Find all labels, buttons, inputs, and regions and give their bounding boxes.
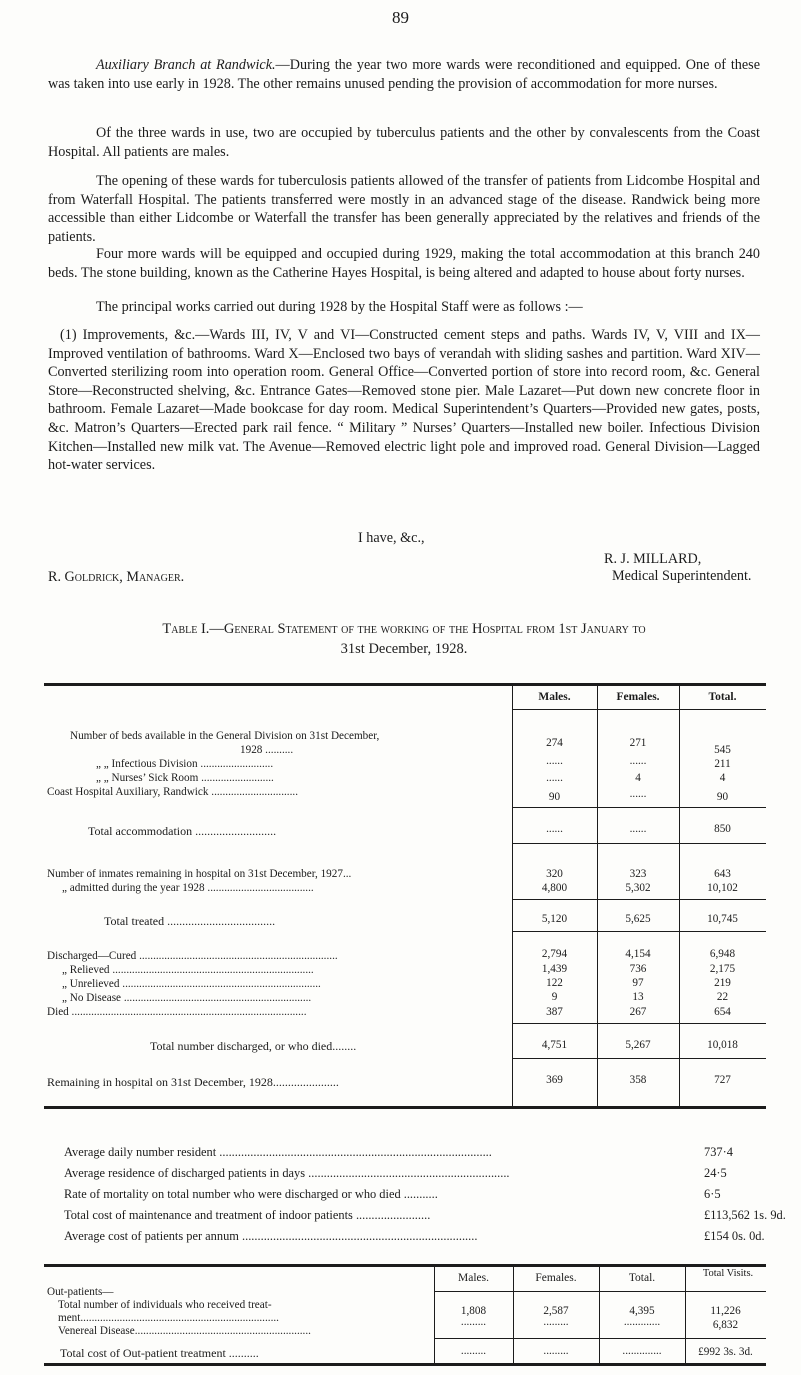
cell-cured-males: 2,794 bbox=[541, 948, 568, 960]
cell-no-disease-total: 22 bbox=[716, 991, 729, 1003]
cell-cured-females: 4,154 bbox=[625, 948, 651, 960]
op-cell-females: 2,587 bbox=[543, 1305, 569, 1317]
op-cost-label: Total cost of Out-patient treatment .......... bbox=[60, 1346, 259, 1360]
cell-beds-general-females: 271 bbox=[629, 737, 647, 749]
averages-list bbox=[64, 1142, 786, 1247]
item-text: —Wards III, IV, V and VI—Constructed cement steps and paths. Wards IV, V, VIII and IX—Improved ventilation of bathrooms. Ward X—Enclosed two bays of verandah with sliding sashes and partition. Ward XIV—Converted sterilizing room into operation room. General Office—Converted portion of store into record room, &c. General Store—Reconstructed shelving, &c. Entrance Gates—Removed stone pier. Male Lazaret—Put down new concrete floor in bathroom. Female Lazaret—Made bookcase for day room. Medical Superintendent’s Quarters—Provided new gates, posts, &c. Matron’s Quarters—Erected park rail fence. “ Military ” Nurses’ Quarters—Installed new boiler. Infectious Division Kitchen—Installed new milk vat. The Avenue—Removed electric light pole and improved road. General Division—Lagged hot-water services. bbox=[48, 327, 760, 474]
cell-died-males: 387 bbox=[546, 1006, 563, 1018]
works-item-1 bbox=[48, 326, 760, 475]
average-residence-days: Average residence of discharged patients in days ................................................................. 24·5 bbox=[64, 1166, 727, 1180]
row-label-cured: Discharged—Cured ....................................................................... bbox=[47, 950, 338, 962]
cell-no-disease-males: 9 bbox=[551, 991, 558, 1003]
cell-remaining-1928-total: 727 bbox=[714, 1074, 731, 1086]
row-label-total-discharged: Total number discharged, or who died........ bbox=[150, 1039, 357, 1053]
rule-after-treated bbox=[512, 931, 766, 932]
average-cost-per-annum: Average cost of patients per annum ............................................................................ £154 0s. 0d. bbox=[64, 1229, 765, 1243]
cell-total-accommodation-females: ...... bbox=[629, 823, 647, 835]
header-total: Total. bbox=[708, 691, 737, 703]
op-header-total: Total. bbox=[628, 1272, 656, 1284]
row-label-beds-coast: Coast Hospital Auxiliary, Randwick ............................... bbox=[47, 786, 298, 798]
cell-cured-total: 6,948 bbox=[709, 948, 736, 960]
cell-died-females: 267 bbox=[629, 1006, 647, 1018]
row-label-remaining-1927: Number of inmates remaining in hospital on 31st December, 1927... bbox=[47, 868, 352, 880]
cell-beds-general-total: 545 bbox=[714, 744, 731, 756]
cell-unrelieved-males: 122 bbox=[546, 977, 563, 989]
cell-beds-coast-males: 90 bbox=[548, 791, 561, 803]
cell-beds-nurses-total: 4 bbox=[719, 772, 726, 784]
manager-signature: R. Goldrick, Manager. bbox=[48, 569, 185, 585]
cell-died-total: 654 bbox=[714, 1006, 731, 1018]
op-row1-label-b: ment....................................................................... bbox=[58, 1312, 279, 1324]
cell-total-accommodation-males: ...... bbox=[546, 823, 563, 835]
row-label-no-disease: „ No Disease ................................................................... bbox=[62, 992, 312, 1004]
page-number: 89 bbox=[392, 8, 409, 27]
paragraph-auxiliary-branch bbox=[48, 56, 760, 93]
cell-remaining-1928-males: 369 bbox=[546, 1074, 563, 1086]
rule-treated bbox=[512, 899, 766, 900]
op-header-males: Males. bbox=[458, 1272, 489, 1284]
row-label-beds-infectious: „ „ Infectious Division .......................... bbox=[96, 758, 274, 770]
cell-total-accommodation-total: 850 bbox=[714, 823, 731, 835]
cell-unrelieved-females: 97 bbox=[632, 977, 644, 989]
cell-relieved-males: 1,439 bbox=[541, 963, 568, 975]
cell-remaining-1927-males: 320 bbox=[546, 868, 563, 880]
cell-beds-coast-total: 90 bbox=[716, 791, 729, 803]
row-label-total-accommodation: Total accommodation ........................... bbox=[88, 824, 277, 838]
cell-total-treated-males: 5,120 bbox=[541, 913, 568, 925]
cell-relieved-total: 2,175 bbox=[709, 963, 736, 975]
average-daily-resident: Average daily number resident ........................................................................................ 737·4 bbox=[64, 1145, 733, 1159]
paragraph-transfer: The opening of these wards for tuberculosis patients allowed of the transfer of patients from Lidcombe Hospital and from Waterfall Hospital. The patients transferred were mostly in an advanced stage of the disease. Randwick being more accessible than either Lidcombe or Waterfall the transfer has been generally appreciated by the relatives and friends of the patients. bbox=[48, 173, 760, 245]
row-label-admitted: „ admitted during the year 1928 ...................................... bbox=[62, 882, 314, 894]
outpatient-table-top-rule bbox=[44, 1264, 766, 1267]
cell-total-discharged-total: 10,018 bbox=[707, 1039, 738, 1051]
row-label-beds-general: Number of beds available in the General Division on 31st December, bbox=[70, 730, 380, 742]
rule-accommodation bbox=[512, 807, 766, 808]
cell-beds-infectious-total: 211 bbox=[714, 758, 731, 770]
item-heading: Improvements, &c. bbox=[82, 327, 196, 343]
cell-unrelieved-total: 219 bbox=[714, 977, 731, 989]
cell-no-disease-females: 13 bbox=[632, 991, 644, 1003]
outpatient-table-bottom-rule bbox=[44, 1363, 766, 1366]
cell-beds-coast-females: ...... bbox=[629, 788, 647, 800]
total-cost-maintenance: Total cost of maintenance and treatment of indoor patients ........................ £113,562 1s. 9d. bbox=[64, 1208, 786, 1222]
signature-closing: I have, &c., bbox=[358, 530, 425, 546]
row-label-unrelieved: „ Unrelieved ....................................................................... bbox=[62, 978, 321, 990]
cell-beds-infectious-females: ...... bbox=[629, 755, 647, 767]
cell-total-treated-total: 10,745 bbox=[707, 913, 738, 925]
cell-total-discharged-females: 5,267 bbox=[625, 1039, 651, 1051]
table-title-line-1: Table I.—General Statement of the working of the Hospital from 1st January to bbox=[162, 621, 646, 637]
cell-admitted-males: 4,800 bbox=[541, 882, 568, 894]
cell-total-treated-females: 5,625 bbox=[625, 913, 651, 925]
op-cost-dots-males: ......... bbox=[460, 1345, 487, 1357]
cell-admitted-females: 5,302 bbox=[625, 882, 651, 894]
table-top-rule bbox=[44, 683, 766, 686]
auxiliary-branch-heading: Auxiliary Branch at Randwick. bbox=[96, 57, 276, 73]
item-number: (1) bbox=[60, 327, 77, 343]
row-label-relieved: „ Relieved ........................................................................ bbox=[62, 964, 314, 976]
rate-of-mortality: Rate of mortality on total number who were discharged or who died ........... 6·5 bbox=[64, 1187, 721, 1201]
row-label-total-treated: Total treated .................................... bbox=[104, 914, 276, 928]
table-bottom-rule bbox=[44, 1106, 766, 1109]
op-dots-females: ......... bbox=[543, 1316, 569, 1328]
cell-total-discharged-males: 4,751 bbox=[541, 1039, 568, 1051]
table-title-line-2: 31st December, 1928. bbox=[340, 641, 468, 657]
op-cost-rule bbox=[434, 1338, 766, 1339]
row-label-beds-nurses: „ „ Nurses’ Sick Room .......................... bbox=[96, 772, 274, 784]
op-header-females: Females. bbox=[535, 1272, 577, 1284]
op-row1-label-a: Total number of individuals who received treat- bbox=[58, 1299, 272, 1311]
op-cell-males: 1,808 bbox=[460, 1305, 487, 1317]
cell-beds-infectious-males: ...... bbox=[546, 755, 563, 767]
paragraph-more-wards: Four more wards will be equipped and occupied during 1929, making the total accommodation at this branch 240 beds. The stone building, known as the Catherine Hayes Hospital, is being altered and adapted to house about forty nurses. bbox=[48, 246, 760, 281]
op-cell-visits: 11,226 bbox=[710, 1305, 741, 1317]
rule-discharged bbox=[512, 1023, 766, 1024]
op-cell-total: 4,395 bbox=[629, 1305, 655, 1317]
op-dots-males: ......... bbox=[460, 1316, 487, 1328]
signature-name: R. J. MILLARD, bbox=[604, 551, 702, 567]
cell-beds-general-males: 274 bbox=[546, 737, 563, 749]
op-cost-dots-total: .............. bbox=[622, 1345, 662, 1357]
cell-relieved-females: 736 bbox=[629, 963, 647, 975]
paragraph-wards-in-use: Of the three wards in use, two are occupied by tuberculus patients and the other by convalescents from the Coast Hospital. All patients are males. bbox=[48, 125, 760, 160]
row-label-remaining-1928: Remaining in hospital on 31st December, 1928...................... bbox=[47, 1075, 339, 1089]
op-heading: Out-patients— bbox=[47, 1286, 114, 1298]
cell-remaining-1928-females: 358 bbox=[629, 1074, 647, 1086]
cell-remaining-1927-females: 323 bbox=[629, 868, 647, 880]
rule-after-accommodation bbox=[512, 843, 766, 844]
op-cell-venereal-visits: 6,832 bbox=[712, 1319, 739, 1331]
row-label-died: Died .................................................................................... bbox=[47, 1006, 307, 1018]
row-label-beds-general-year: 1928 .......... bbox=[240, 744, 294, 756]
op-dots-total: ............. bbox=[623, 1316, 661, 1328]
op-cost-value: £992 3s. 3d. bbox=[698, 1346, 753, 1358]
op-row2-label: Venereal Disease............................................................... bbox=[58, 1325, 311, 1337]
op-header-total-visits: Total Visits. bbox=[702, 1268, 754, 1279]
cell-beds-nurses-females: 4 bbox=[635, 772, 641, 784]
header-males: Males. bbox=[538, 691, 571, 703]
signature-title: Medical Superintendent. bbox=[612, 568, 752, 584]
auxiliary-branch-text: —During the year two more wards were reconditioned and equipped. One of these was taken into use early in 1928. The other remains unused pending the provision of accommodation for more nurses. bbox=[48, 57, 760, 92]
op-cost-dots-females: ......... bbox=[543, 1345, 569, 1357]
header-rule bbox=[512, 709, 766, 710]
rule-after-discharged bbox=[512, 1058, 766, 1059]
op-header-rule bbox=[434, 1291, 766, 1292]
header-females: Females. bbox=[616, 691, 660, 703]
paragraph-principal-works: The principal works carried out during 1928 by the Hospital Staff were as follows :— bbox=[96, 299, 583, 315]
cell-remaining-1927-total: 643 bbox=[714, 868, 731, 880]
cell-beds-nurses-males: ...... bbox=[546, 772, 563, 784]
cell-admitted-total: 10,102 bbox=[707, 882, 738, 894]
